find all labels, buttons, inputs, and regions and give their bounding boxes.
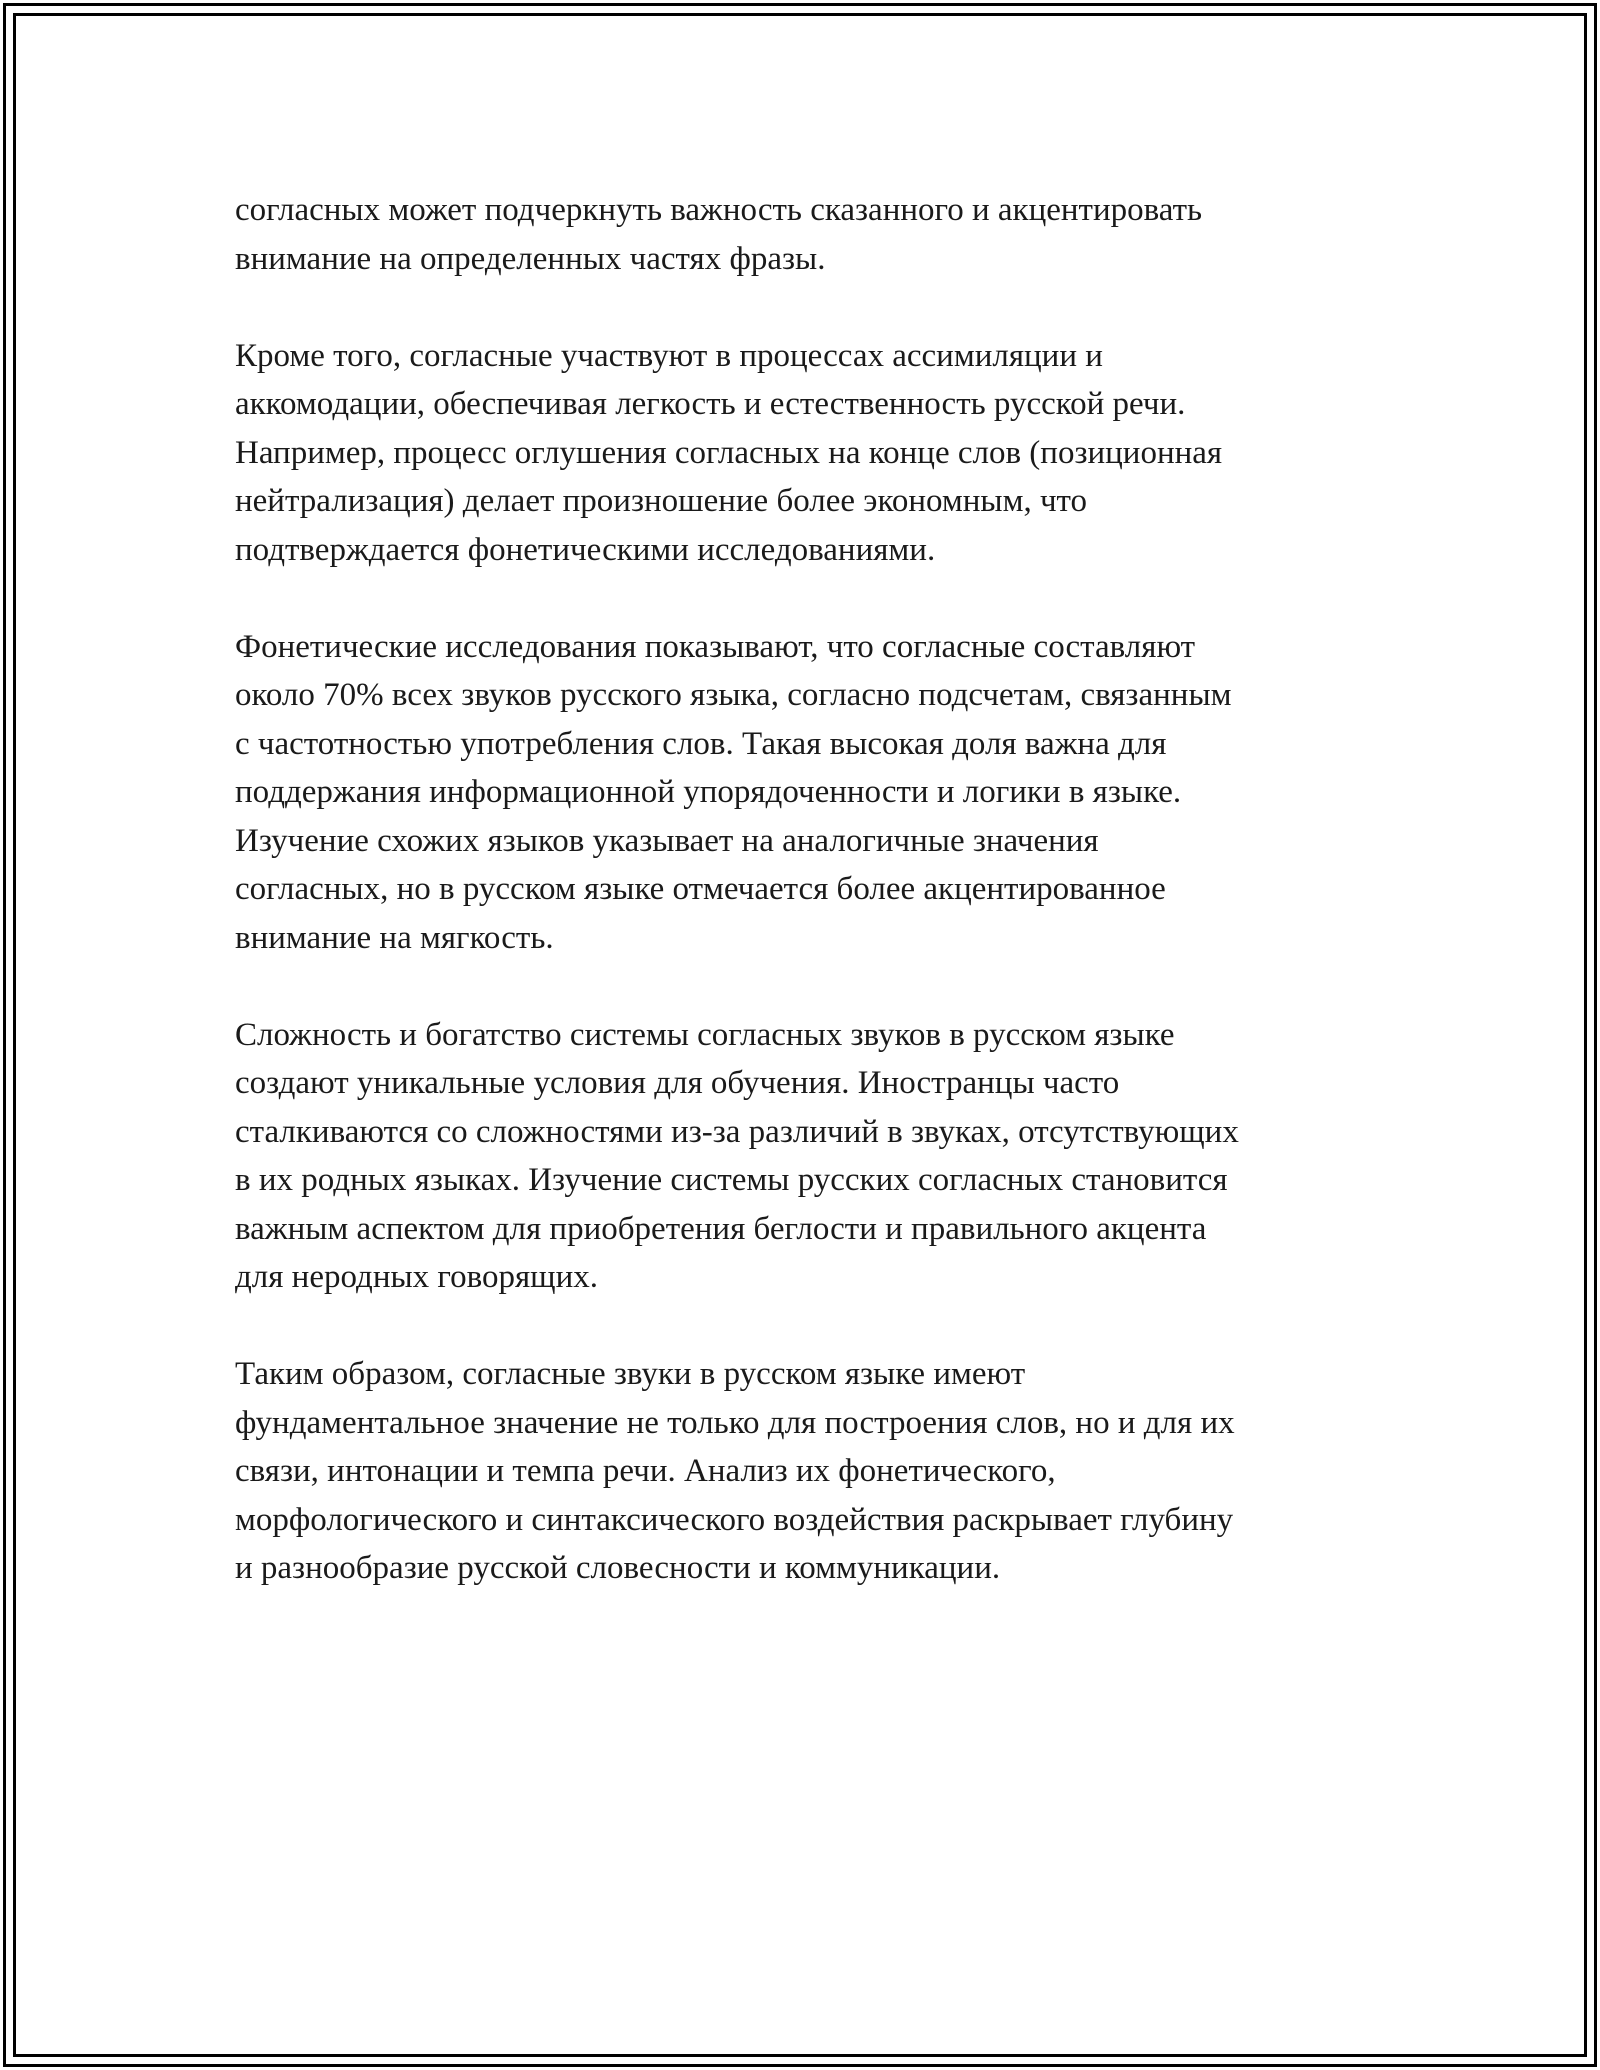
paragraph-5: Таким образом, согласные звуки в русском языке имеют фундаментальное значение не только для построения слов, но и для их связи, интонации и темпа речи. Анализ их фонетического, морфологического и синтаксического воздействия раскрывает глубину и разнообразие русской словесности и коммуникации. (235, 1356, 1235, 1586)
paragraph-3: Фонетические исследования показывают, что согласные составляют около 70% всех звуков русского языка, согласно подсчетам, связанным с частотностью употребления слов. Такая высокая доля важна для поддержания информационной упорядоченности и логики в языке. Изучение схожих языков указывает на аналогичные значения согласных, но в русском языке отмечается более акцентированное внимание на мягкость. (235, 628, 1232, 956)
paragraph-1: согласных может подчеркнуть важность сказанного и акцентировать внимание на определенных частях фразы. (235, 192, 1203, 277)
paragraph-4: Сложность и богатство системы согласных звуков в русском языке создают уникальные условия для обучения. Иностранцы часто сталкиваются со сложностями из-за различий в звуках, отсутствующих в их родных языках. Изучение системы русских согласных становится важным аспектом для приобретения беглости и правильного акцента для неродных говорящих. (235, 1016, 1239, 1295)
document-body (235, 186, 1370, 1593)
paragraph-2: Кроме того, согласные участвуют в процессах ассимиляции и аккомодации, обеспечивая легкость и естественность русской речи. Например, процесс оглушения согласных на конце слов (позиционная нейтрализация) делает произношение более экономным, что подтверждается фонетическими исследованиями. (235, 337, 1223, 568)
